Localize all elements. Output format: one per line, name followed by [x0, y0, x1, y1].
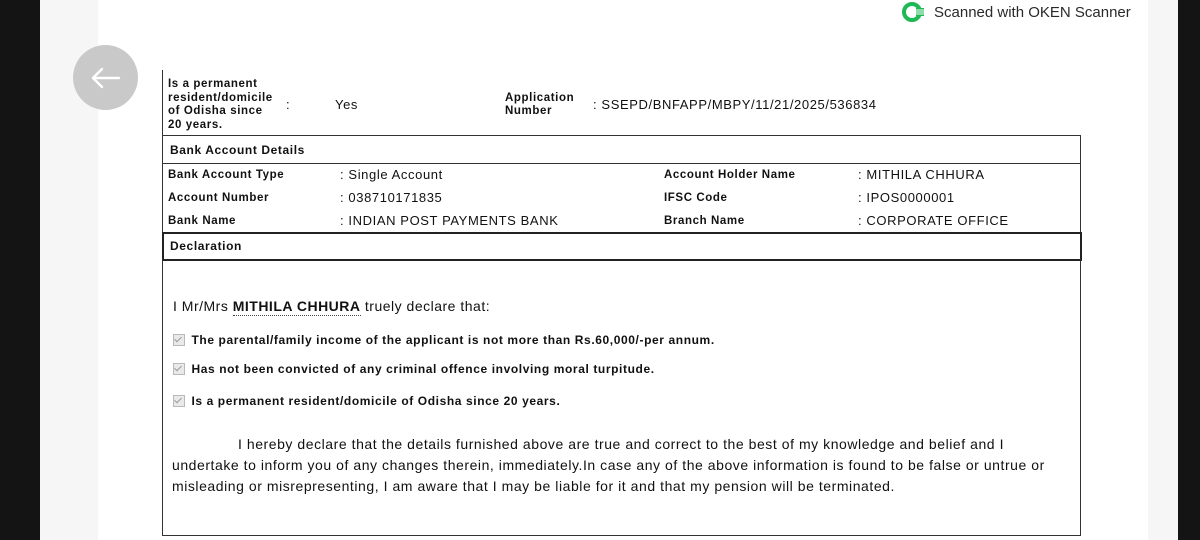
right-edge-bar: [1178, 0, 1200, 540]
top-left-border: [162, 70, 163, 135]
scanner-watermark: [902, 0, 1131, 24]
bank-name-value: : INDIAN POST PAYMENTS BANK: [340, 213, 559, 228]
checkbox-checked-icon[interactable]: [173, 363, 185, 375]
bank-section-title: Bank Account Details: [170, 143, 305, 157]
declaration-item: [173, 392, 560, 410]
declaration-section-title: Declaration: [170, 239, 242, 253]
application-value: : SSEPD/BNFAPP/MBPY/11/21/2025/536834: [593, 97, 877, 112]
application-label: Application Number: [505, 92, 575, 117]
oken-logo-icon: [902, 1, 926, 23]
intro-suffix: truely declare that:: [364, 298, 491, 314]
declaration-item: [173, 331, 715, 349]
declarant-name: MITHILA CHHURA: [232, 298, 361, 314]
resident-colon: :: [286, 97, 291, 112]
account-holder-label: Account Holder Name: [664, 169, 796, 181]
declaration-intro: [173, 298, 490, 314]
declaration-statement-block: [172, 434, 1060, 497]
bank-account-type-label: Bank Account Type: [168, 169, 285, 181]
ifsc-label: IFSC Code: [664, 192, 728, 204]
ifsc-value: : IPOS0000001: [858, 190, 955, 205]
account-number-value: : 038710171835: [340, 190, 443, 205]
left-edge-bar: [0, 0, 40, 540]
arrow-left-icon: [88, 60, 124, 96]
back-button[interactable]: [73, 45, 138, 110]
account-number-label: Account Number: [168, 192, 270, 204]
resident-label: Is a permanent resident/domicile of Odisha since 20 years.: [168, 78, 273, 131]
declaration-item-text: Has not been convicted of any criminal offence involving moral turpitude.: [191, 362, 655, 376]
bank-section-header: [162, 135, 1081, 164]
account-holder-value: : MITHILA CHHURA: [858, 167, 985, 182]
bank-account-type-value: : Single Account: [340, 167, 443, 182]
declaration-item-text: The parental/family income of the applicant is not more than Rs.60,000/-per annum.: [191, 333, 715, 347]
declaration-statement: I hereby declare that the details furnished above are true and correct to the best of my knowledge and belief and I undertake to inform you of any changes therein, immediately.In case any of the above information is found to be false or untrue or misleading or misrepresenting, I am aware that I may be liable for it and that my pension will be terminated.: [172, 436, 1045, 494]
scanner-label: Scanned with OKEN Scanner: [934, 3, 1131, 21]
resident-value: Yes: [335, 97, 359, 112]
branch-name-value: : CORPORATE OFFICE: [858, 213, 1009, 228]
intro-prefix: I Mr/Mrs: [173, 298, 229, 314]
checkbox-checked-icon[interactable]: [173, 395, 185, 407]
checkbox-checked-icon[interactable]: [173, 334, 185, 346]
declaration-item-text: Is a permanent resident/domicile of Odisha since 20 years.: [191, 394, 561, 408]
bank-name-label: Bank Name: [168, 215, 237, 227]
declaration-section-header: [162, 232, 1082, 261]
branch-name-label: Branch Name: [664, 215, 745, 227]
declaration-item: [173, 360, 655, 378]
